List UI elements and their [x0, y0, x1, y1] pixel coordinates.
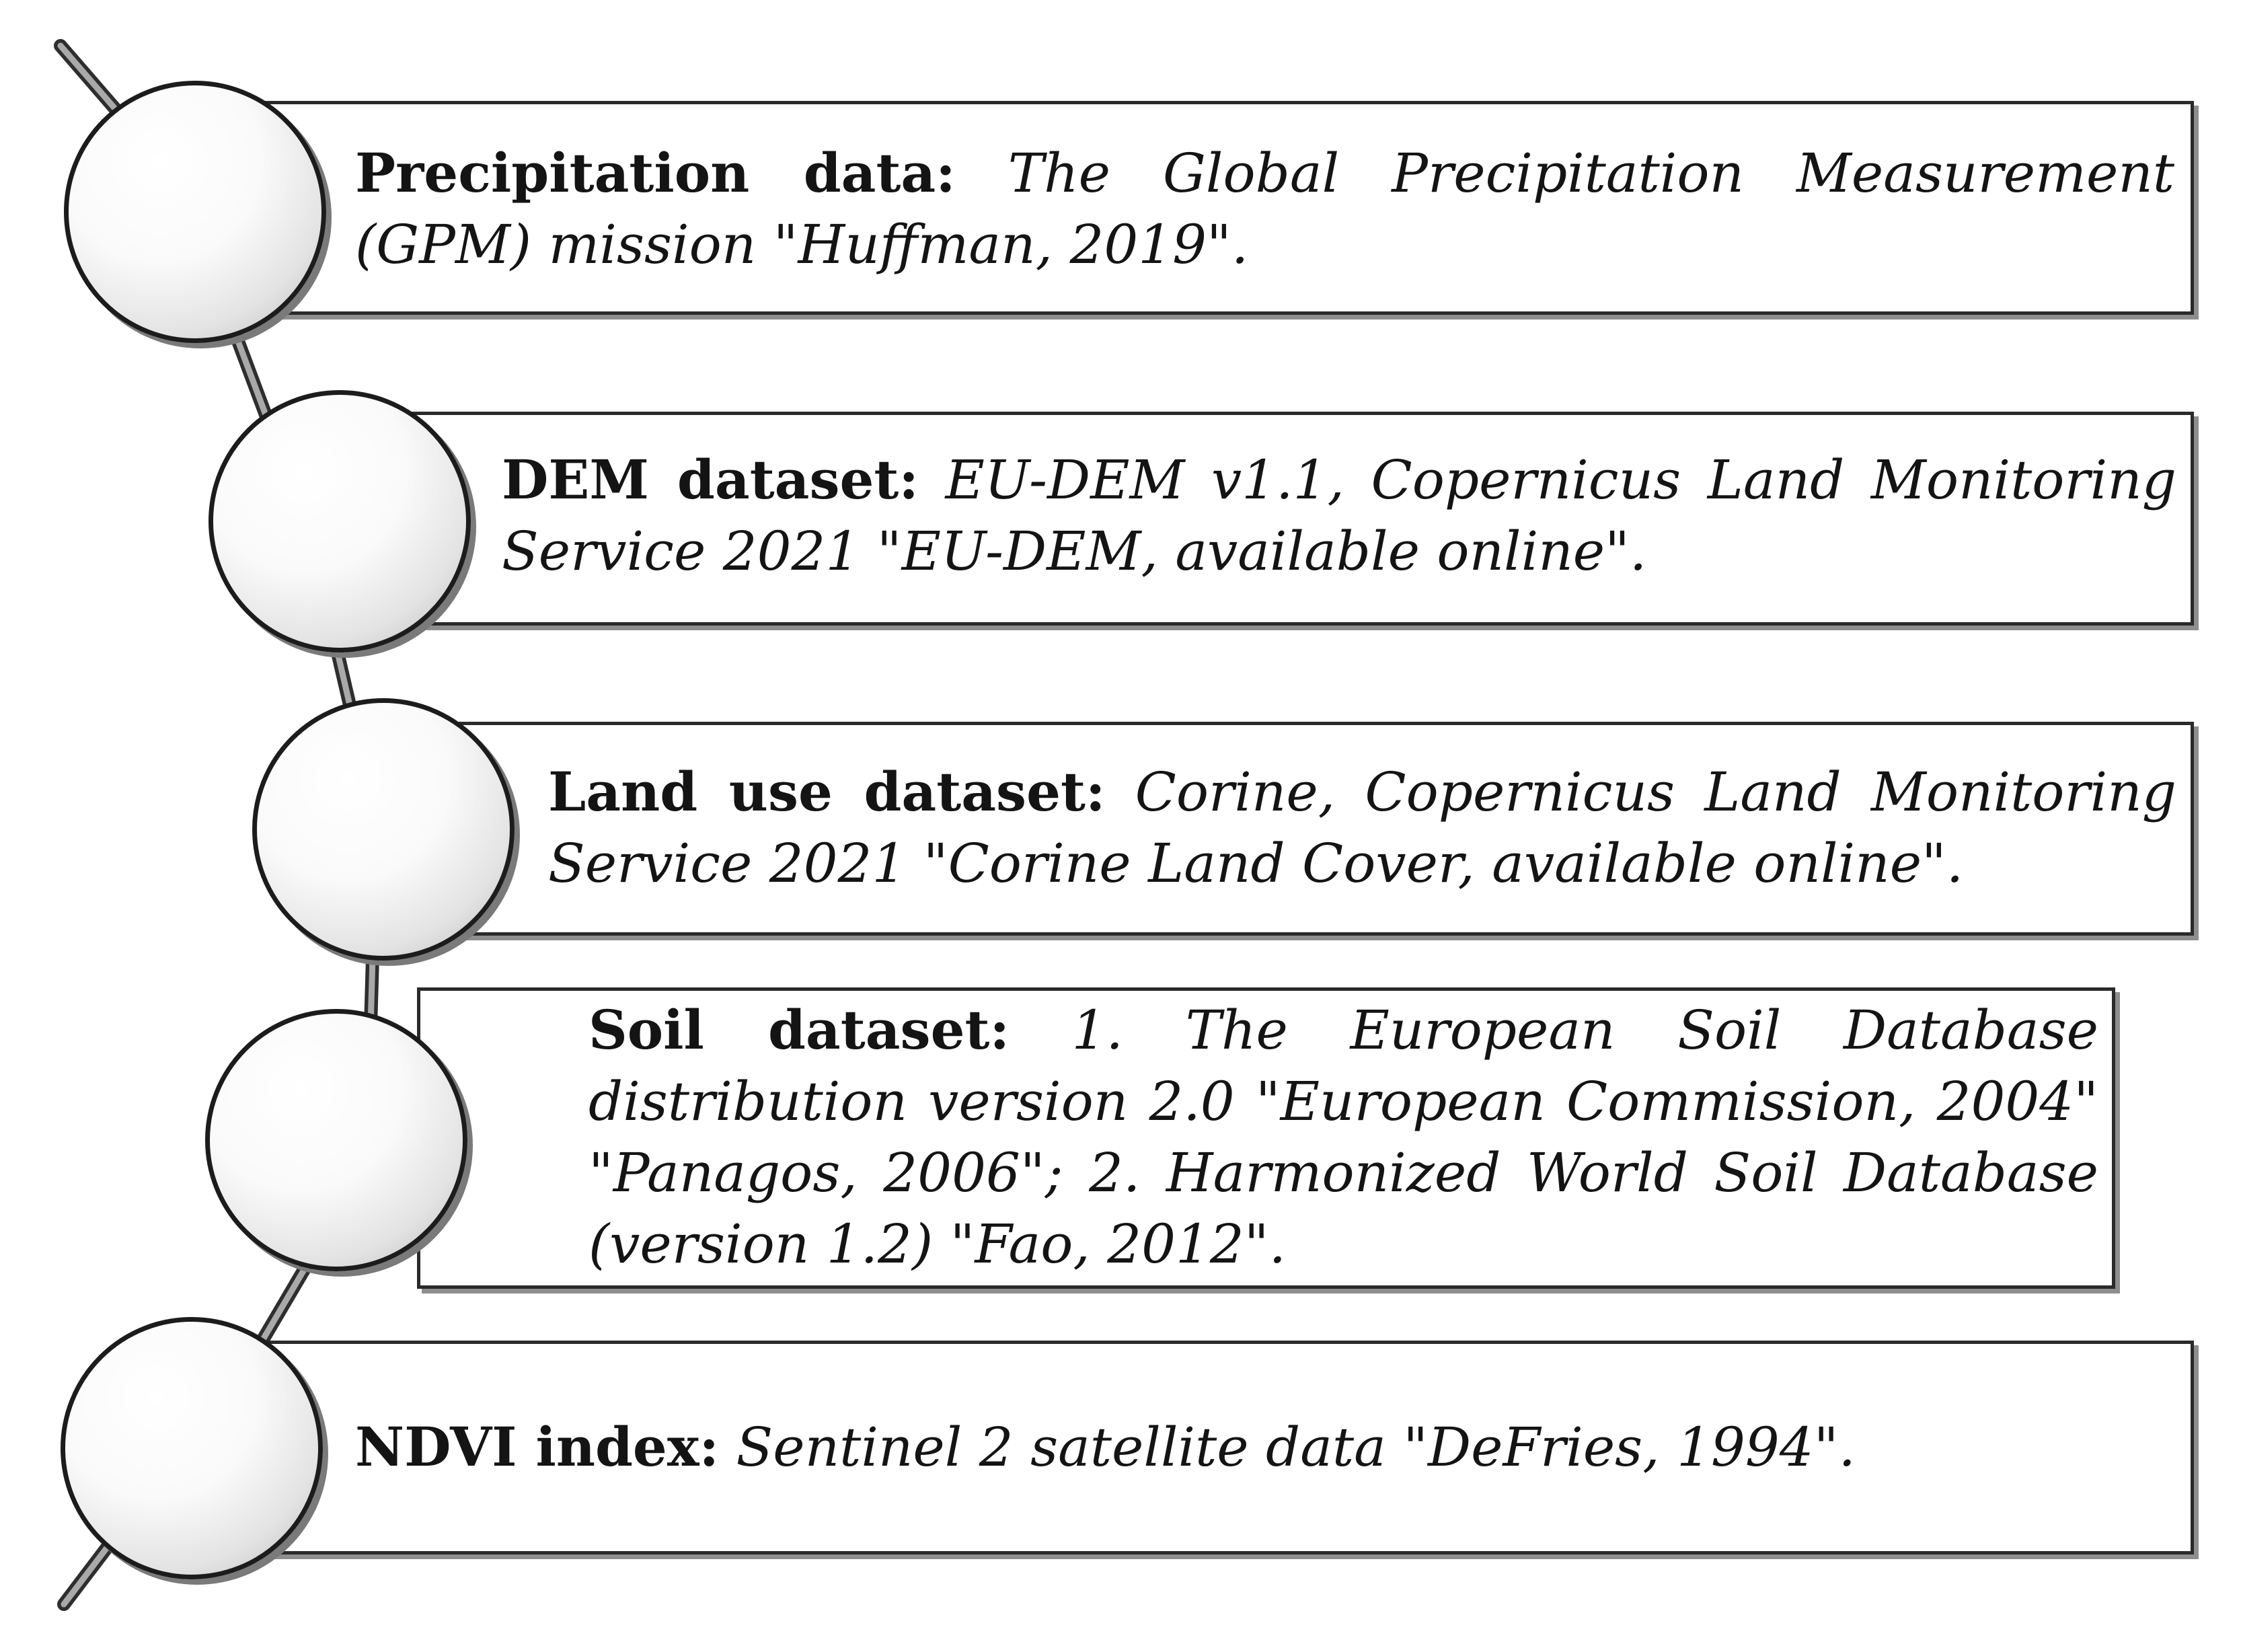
timeline-node-4	[205, 1009, 467, 1271]
timeline-node-5	[61, 1317, 323, 1579]
item-value: The Global Precipitation Measurement (GPM) mission "Huffman, 2019".	[355, 142, 2174, 276]
item-value: Sentinel 2 satellite data "DeFries, 1994".	[736, 1416, 1856, 1478]
item-value: EU-DEM v1.1, Copernicus Land Monitoring Service 2021 "EU-DEM, available online".	[502, 449, 2176, 583]
item-label: NDVI index:	[355, 1415, 720, 1478]
item-label: Soil dataset:	[588, 998, 1010, 1061]
item-value: 1. The European Soil Database distribution version 2.0 "European Commission, 2004" "Panagos, 2006"; 2. Harmonized World Soil Database (version 1.2) "Fao, 2012".	[588, 999, 2098, 1275]
item-label: Precipitation data:	[355, 141, 956, 204]
timeline-node-1	[64, 81, 326, 343]
item-text-soil	[588, 994, 2098, 1280]
timeline-node-2	[208, 390, 471, 652]
timeline-node-3	[252, 698, 515, 961]
item-value: Corine, Copernicus Land Monitoring Service 2021 "Corine Land Cover, available online".	[548, 761, 2176, 895]
item-label: Land use dataset:	[548, 760, 1106, 823]
item-text-dem	[502, 444, 2176, 587]
item-text-precipitation	[355, 137, 2174, 280]
item-text-land-use	[548, 756, 2176, 899]
item-text-ndvi	[355, 1411, 2174, 1483]
item-label: DEM dataset:	[502, 448, 919, 511]
